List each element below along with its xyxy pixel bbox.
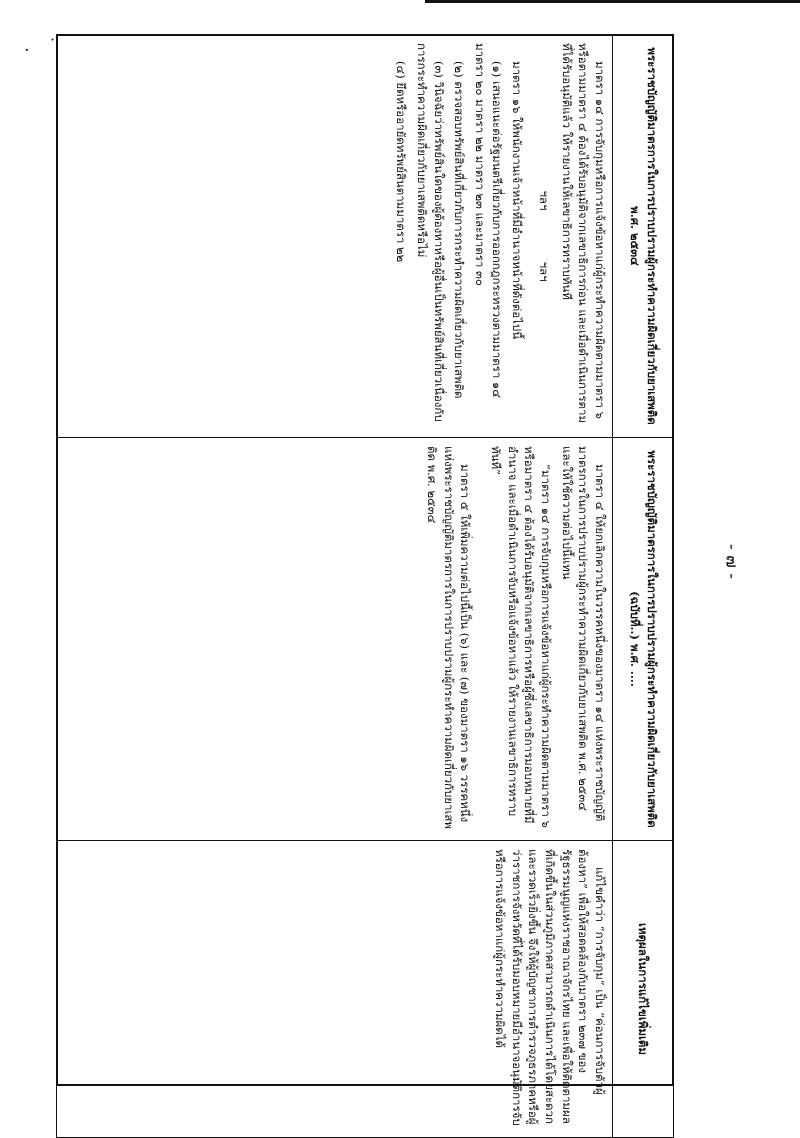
ellipsis-marker: ฯลฯ ฯลฯ: [536, 190, 551, 282]
section-16-item-3: (๓) วินิจฉัยว่าทรัพย์สินใดของผู้ต้องหาหรือผู้อื่นเป็นทรัพย์สินที่เกี่ยวเนื่องกับการกระทำความผิดเกี่ยวกับยาเสพติดหรือไม่: [414, 43, 446, 422]
page-number: - ๗ -: [721, 543, 742, 580]
section-4-amendment: มาตรา ๔ ให้ยกเลิกความในวรรคหนึ่งของมาตรา ๑๔ แห่งพระราชบัญญัติมาตรการในการปราบปรามผู้กระทำความผิดเกี่ยวกับยาเสพติด พ.ศ. ๒๕๓๔ และให้ใช้ความต่อไปนี้แทน: [559, 446, 607, 822]
section-16-item-2: (๒) ตรวจสอบทรัพย์สินที่เกี่ยวกับการกระทำความผิดเกี่ยวกับยาเสพติด: [452, 61, 467, 399]
scan-speck: ·: [24, 40, 30, 61]
body-row: [57, 35, 613, 1138]
section-16-item-4: (๔) ยึดหรืออายัดทรัพย์สินตามมาตรา ๒๒: [394, 61, 409, 263]
reason-cell: [57, 841, 613, 1138]
section-14-new-text: “มาตรา ๑๔ การจับกุมหรือการแจ้งข้อหาแก่ผู้กระทำความผิดตามมาตรา ๖ หรือมาตรา ๔ ต้องได้รับอนุมัติจากเลขาธิการหรือผู้ซึ่งเลขาธิการมอบหมายที่มีอำนาจ และเมื่อดำเนินการจับหรือแจ้งข้อหาแล้ว ให้รายงานเลขาธิการทราบทันที”: [488, 446, 553, 828]
scan-edge-mark: [425, 0, 800, 3]
comparison-table: [56, 34, 674, 1138]
scan-speck: ˙: [48, 36, 57, 57]
header-reason: เหตุผลในการแก้ไขเพิ่มเติม: [613, 841, 674, 1138]
amendment-cell: [57, 438, 613, 841]
reason-text: แก้ไขคำว่า “การจับกุม” เป็น “ค่อนการจับตัวผู้ต้องหา” เพื่อให้สอดคล้องกับมาตรา ๒๓๗ ของรัฐธรรมนูญแห่งราชอาณาจักรไทย และเพื่อให้ติดตามผลที่เกิดขึ้นในส่วนภูมิภาคสามารถดำเนินการได้โดยสะดวกและรวดเร็วยิ่งขึ้น จึงให้ผู้บัญชาการตำรวจภูธรภาคหรือผู้ว่าราชการจังหวัดที่ได้รับมอบหมายมีอำนาจอนุมัติการจับหรือการแจ้งข้อหาแก่ผู้กระทำความผิดได้: [492, 849, 607, 1126]
comparison-table-rotated: [56, 34, 674, 1126]
header-current-law: พระราชบัญญัติมาตรการในการปราบปรามผู้กระทำความผิดเกี่ยวกับยาเสพติด พ.ศ. ๒๕๓๔: [613, 35, 674, 438]
header-amendment: พระราชบัญญัติมาตรการในการปราบปรามผู้กระทำความผิดเกี่ยวกับยาเสพติด (ฉบับที่..) พ.ศ. ....: [613, 438, 674, 841]
section-14-current: มาตรา ๑๔ การจับกุมหรือการแจ้งข้อหาแก่ผู้กระทำความผิดตามมาตรา ๖ หรือตามมาตรา ๔ ต้องได้รับอนุมัติจากเลขาธิการก่อน และเมื่อดำเนินการตามที่ได้รับอนุมัติแล้ว ให้รายงานให้เลขาธิการทราบทันที: [559, 43, 607, 424]
section-5-amendment: มาตรา ๕ ให้เพิ่มความต่อไปนี้เป็น (๖) และ (๗) ของมาตรา ๑๖ วรรคหนึ่ง แห่งพระราชบัญญัติมาตรการในการปราบปรามผู้กระทำความผิดเกี่ยวกับยาเสพติด พ.ศ. ๒๕๓๔: [424, 446, 473, 830]
current-law-cell: [57, 35, 613, 438]
header-row: [613, 35, 674, 1138]
section-16-current: มาตรา ๑๖ ให้พนักงานเจ้าหน้าที่มีอำนาจหน้าที่ดังต่อไปนี้: [510, 61, 525, 340]
section-16-item-1: (๑) เสนอแนะต่อรัฐมนตรีเกี่ยวกับการออกกฎกระทรวงตามมาตรา ๑๔ มาตรา ๒๐ มาตรา ๒๒ มาตรา ๒๓ และมาตรา ๓๐: [472, 43, 504, 398]
